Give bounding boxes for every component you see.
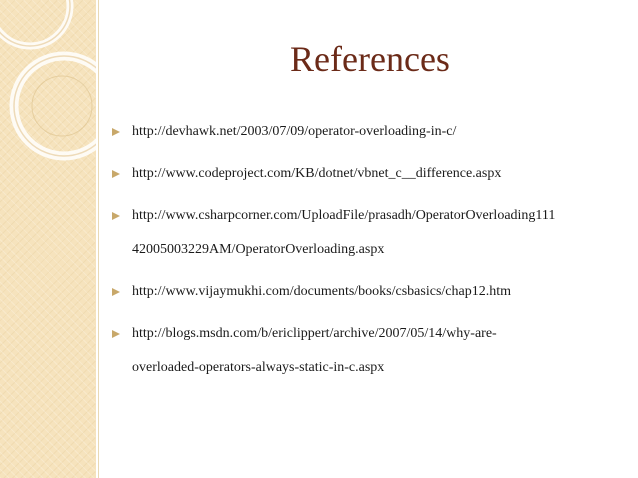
reference-item	[112, 199, 627, 267]
reference-link-line[interactable]: http://www.codeproject.com/KB/dotnet/vbnet_c__difference.aspx	[132, 166, 502, 181]
reference-link-line[interactable]: 42005003229AM/OperatorOverloading.aspx	[132, 242, 385, 257]
reference-link-line[interactable]: http://blogs.msdn.com/b/ericlippert/archive/2007/05/14/why-are-	[132, 326, 497, 341]
bullet-icon	[112, 288, 120, 296]
reference-list	[112, 115, 627, 393]
reference-item	[112, 115, 627, 149]
bullet-icon	[112, 330, 120, 338]
reference-link-line[interactable]: http://devhawk.net/2003/07/09/operator-overloading-in-c/	[132, 124, 457, 139]
reference-link-line[interactable]: http://www.vijaymukhi.com/documents/books/csbasics/chap12.htm	[132, 284, 511, 299]
decorative-circles	[0, 0, 98, 478]
reference-item	[112, 157, 627, 191]
reference-item	[112, 275, 627, 309]
bullet-icon	[112, 212, 120, 220]
bullet-icon	[112, 128, 120, 136]
decorative-sidebar	[0, 0, 98, 478]
reference-item	[112, 317, 627, 385]
reference-link-line[interactable]: overloaded-operators-always-static-in-c.aspx	[132, 360, 385, 375]
slide-title: References	[290, 39, 450, 79]
reference-link-line[interactable]: http://www.csharpcorner.com/UploadFile/prasadh/OperatorOverloading111	[132, 208, 556, 223]
sidebar-divider-shadow	[98, 0, 99, 478]
bullet-icon	[112, 170, 120, 178]
